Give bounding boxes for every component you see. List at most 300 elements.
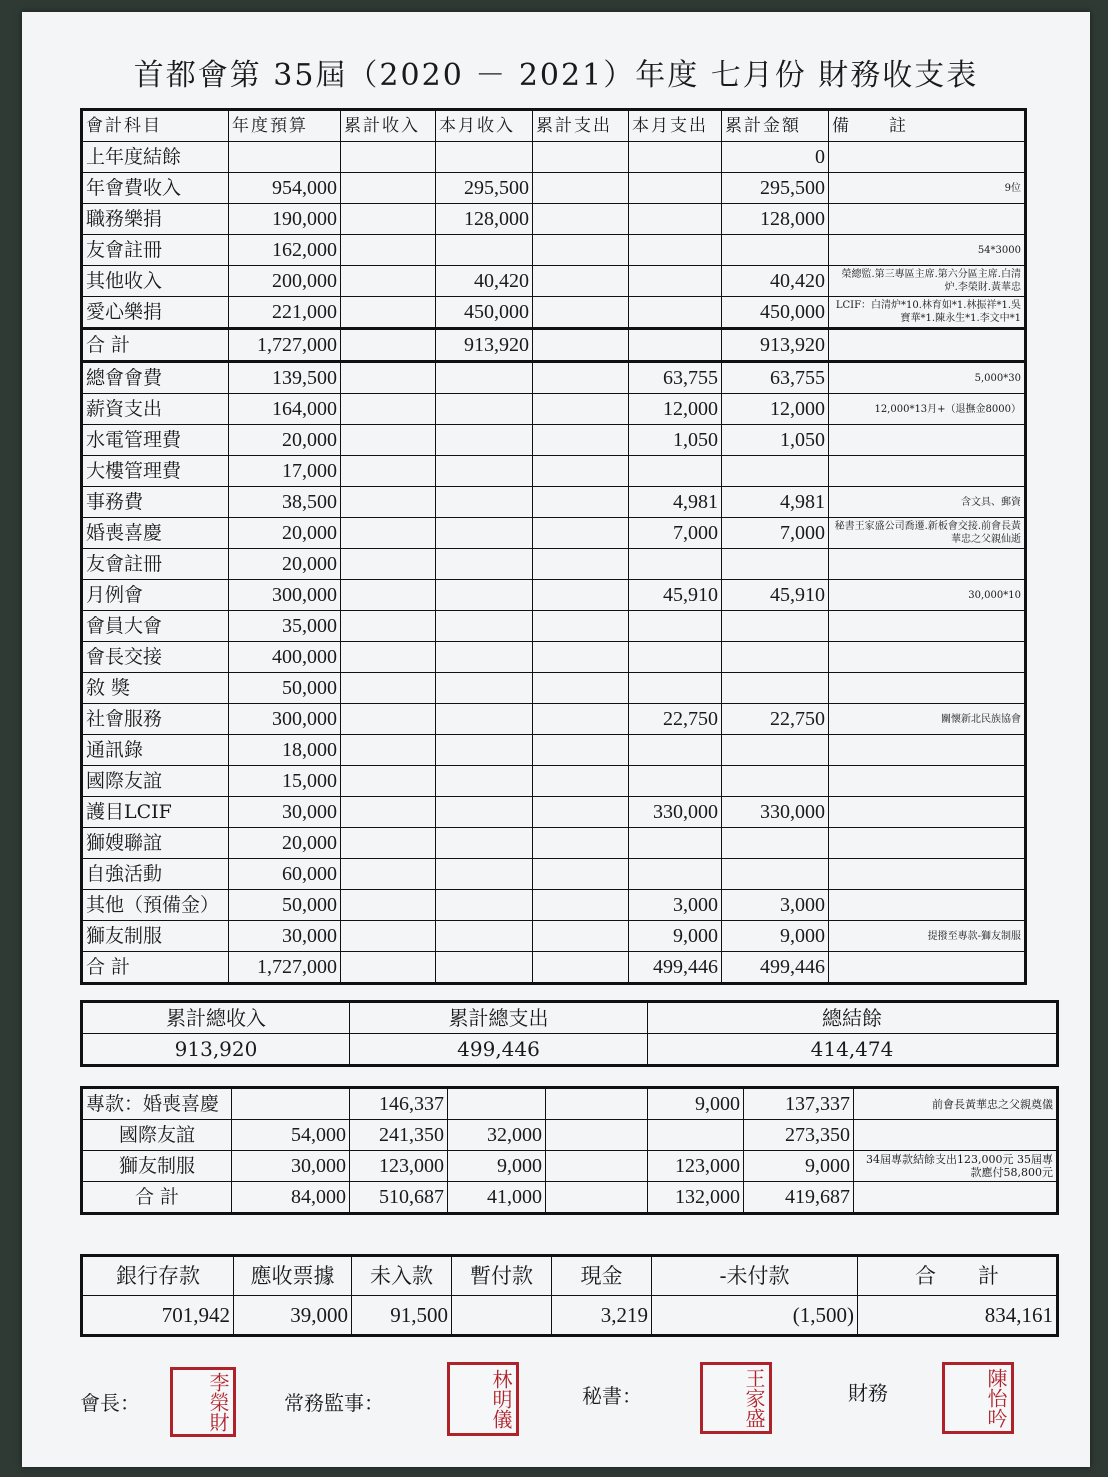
- cell-cum_in: [341, 297, 436, 329]
- cell-empty: [533, 611, 629, 642]
- cell-budget: 20,000: [229, 425, 341, 456]
- item-label: 合 計: [82, 1182, 232, 1214]
- cell-empty: [533, 766, 629, 797]
- cell-empty: [436, 549, 533, 580]
- cell-value: 9,000: [744, 1151, 854, 1182]
- cell-cum_in: [341, 204, 436, 235]
- cell-month_in: [436, 142, 533, 173]
- supervisor-seal: [447, 1362, 519, 1436]
- cell-month-out: 12,000: [629, 394, 722, 425]
- cell-empty: [533, 921, 629, 952]
- cell-empty: [341, 952, 436, 984]
- cell-budget: 38,500: [229, 487, 341, 518]
- cell-month-out: 22,750: [629, 704, 722, 735]
- item-label: 總會會費: [82, 362, 229, 394]
- item-label: 職務樂捐: [82, 204, 229, 235]
- cell-empty: [533, 425, 629, 456]
- cell-cum-amt: [722, 828, 829, 859]
- cell-cum-amt: 7,000: [722, 518, 829, 549]
- cell-empty: [533, 704, 629, 735]
- note: [829, 766, 1026, 797]
- cell-cum-amt: [722, 549, 829, 580]
- cell-empty: [436, 642, 533, 673]
- cell-cum_amt: 450,000: [722, 297, 829, 329]
- cell-month_out: [629, 235, 722, 266]
- cell-budget: [229, 142, 341, 173]
- cell-empty: [341, 580, 436, 611]
- cell-value: 9,000: [448, 1151, 546, 1182]
- item-label: 上年度結餘: [82, 142, 229, 173]
- item-label: 獅友制服: [82, 1151, 232, 1182]
- cell-month-out: 7,000: [629, 518, 722, 549]
- cell-budget: 221,000: [229, 297, 341, 329]
- cell-empty: [533, 329, 629, 362]
- cell-month_in: [436, 235, 533, 266]
- treasurer-seal: [942, 1362, 1014, 1434]
- cell-budget: 18,000: [229, 735, 341, 766]
- cell-cum_out: [533, 173, 629, 204]
- cell-empty: [533, 642, 629, 673]
- expense-row: [82, 859, 1026, 890]
- cell-value: 132,000: [648, 1182, 744, 1214]
- supervisor-label: 常務監事：: [284, 1391, 384, 1415]
- note: [854, 1120, 1058, 1151]
- cell-month_in: 128,000: [436, 204, 533, 235]
- cell-empty: [341, 828, 436, 859]
- item-label: 月例會: [82, 580, 229, 611]
- item-label: 合 計: [82, 952, 229, 984]
- cell-cum-amt: [722, 456, 829, 487]
- bank-value: 91,500: [352, 1296, 452, 1336]
- cell-cum-amt: 3,000: [722, 890, 829, 921]
- cell-month-out: [629, 456, 722, 487]
- item-label: 通訊錄: [82, 735, 229, 766]
- cell-value: [232, 1088, 350, 1120]
- cell-empty: [341, 394, 436, 425]
- bank-table: [80, 1254, 1059, 1337]
- total-expense-header: 累計總支出: [350, 1002, 648, 1034]
- item-label: 薪資支出: [82, 394, 229, 425]
- cell-value: 123,000: [350, 1151, 448, 1182]
- cell-month-out: [629, 859, 722, 890]
- cell-cum_out: [533, 235, 629, 266]
- bank-header: 合 計: [858, 1256, 1058, 1296]
- bank-header: -未付款: [652, 1256, 858, 1296]
- item-label: 社會服務: [82, 704, 229, 735]
- secretary-seal-text: 王家盛: [742, 1368, 766, 1428]
- column-header: 會計科目: [82, 110, 229, 142]
- column-header: 本月收入: [436, 110, 533, 142]
- note: [854, 1182, 1058, 1214]
- balance-value: 414,474: [648, 1034, 1058, 1066]
- column-header: 累計支出: [533, 110, 629, 142]
- cell-month-out: [629, 828, 722, 859]
- cell-empty: [341, 859, 436, 890]
- cell-empty: [341, 921, 436, 952]
- expense-row: [82, 704, 1026, 735]
- note: 關懷新北民族協會: [829, 704, 1026, 735]
- cell-empty: [341, 362, 436, 394]
- cell-empty: [436, 362, 533, 394]
- column-header: 累計金額: [722, 110, 829, 142]
- item-label: 敘 獎: [82, 673, 229, 704]
- cell-cum-amt: 913,920: [722, 329, 829, 362]
- cell-empty: [533, 518, 629, 549]
- note: [829, 329, 1026, 362]
- item-label: 獅嫂聯誼: [82, 828, 229, 859]
- note: LCIF：白清炉*10.林育如*1.林振祥*1.吳寶華*1.陳永生*1.李文中*1: [829, 297, 1026, 329]
- cell-cum-amt: 4,981: [722, 487, 829, 518]
- note: 54*3000: [829, 235, 1026, 266]
- cell-empty: [436, 859, 533, 890]
- column-header: 備 註: [829, 110, 1026, 142]
- cell-cum-amt: [722, 735, 829, 766]
- item-label: 友會註冊: [82, 235, 229, 266]
- cell-cum_amt: 0: [722, 142, 829, 173]
- item-label: 專款：婚喪喜慶: [82, 1088, 232, 1120]
- bank-value: 834,161: [858, 1296, 1058, 1336]
- note: [829, 611, 1026, 642]
- cell-value: 84,000: [232, 1182, 350, 1214]
- secretary-label: 秘書：: [582, 1384, 642, 1408]
- bank-value: [452, 1296, 552, 1336]
- income-row: [82, 266, 1026, 297]
- note: [829, 425, 1026, 456]
- column-header: 年度預算: [229, 110, 341, 142]
- expense-row: [82, 766, 1026, 797]
- cell-empty: [341, 518, 436, 549]
- supervisor-seal-text: 林明儀: [489, 1369, 513, 1429]
- cell-month-in: 913,920: [436, 329, 533, 362]
- cell-value: 54,000: [232, 1120, 350, 1151]
- cell-cum-amt: 9,000: [722, 921, 829, 952]
- cell-value: 241,350: [350, 1120, 448, 1151]
- cell-month_out: [629, 173, 722, 204]
- balance-header: 總結餘: [648, 1002, 1058, 1034]
- cell-empty: [436, 673, 533, 704]
- bank-header: 未入款: [352, 1256, 452, 1296]
- cell-empty: [436, 952, 533, 984]
- item-label: 婚喪喜慶: [82, 518, 229, 549]
- cell-month-out: 330,000: [629, 797, 722, 828]
- cell-value: 273,350: [744, 1120, 854, 1151]
- total-expense-value: 499,446: [350, 1034, 648, 1066]
- cell-month-out: [629, 766, 722, 797]
- cell-cum-amt: [722, 642, 829, 673]
- cell-month-out: 3,000: [629, 890, 722, 921]
- cell-empty: [341, 766, 436, 797]
- cell-cum_in: [341, 235, 436, 266]
- cell-budget: 300,000: [229, 704, 341, 735]
- item-label: 友會註冊: [82, 549, 229, 580]
- ledger-table: [80, 108, 1027, 985]
- cell-empty: [533, 952, 629, 984]
- income-row: [82, 297, 1026, 329]
- cell-cum-amt: 63,755: [722, 362, 829, 394]
- expense-row: [82, 828, 1026, 859]
- item-label: 其他收入: [82, 266, 229, 297]
- expense-row: [82, 611, 1026, 642]
- note: 9位: [829, 173, 1026, 204]
- cell-cum-amt: 12,000: [722, 394, 829, 425]
- expense-row: [82, 456, 1026, 487]
- note: 5,000*30: [829, 362, 1026, 394]
- cell-cum_amt: 40,420: [722, 266, 829, 297]
- item-label: 會員大會: [82, 611, 229, 642]
- cell-budget: 30,000: [229, 921, 341, 952]
- item-label: 獅友制服: [82, 921, 229, 952]
- column-header: 累計收入: [341, 110, 436, 142]
- item-label: 自強活動: [82, 859, 229, 890]
- cell-cum-amt: 330,000: [722, 797, 829, 828]
- expense-row: [82, 797, 1026, 828]
- cell-cum_out: [533, 297, 629, 329]
- cell-empty: [341, 487, 436, 518]
- note: 秘書王家盛公司喬遷.新板會交接.前會長黃華忠之父親仙逝: [829, 518, 1026, 549]
- item-label: 大樓管理費: [82, 456, 229, 487]
- expense-row: [82, 518, 1026, 549]
- cell-cum-amt: 45,910: [722, 580, 829, 611]
- expense-row: [82, 487, 1026, 518]
- cell-value: [546, 1151, 648, 1182]
- cell-budget: 17,000: [229, 456, 341, 487]
- cell-empty: [341, 329, 436, 362]
- cell-empty: [341, 797, 436, 828]
- cell-cum_amt: [722, 235, 829, 266]
- cell-month-out: 9,000: [629, 921, 722, 952]
- treasurer-seal-text: 陳怡吟: [984, 1368, 1008, 1428]
- cell-cum-amt: 1,050: [722, 425, 829, 456]
- cell-empty: [436, 735, 533, 766]
- cell-month-out: [629, 642, 722, 673]
- cell-cum_in: [341, 142, 436, 173]
- note: [829, 797, 1026, 828]
- cell-budget: 50,000: [229, 890, 341, 921]
- note: [829, 204, 1026, 235]
- cell-empty: [341, 890, 436, 921]
- cell-month-out: [629, 611, 722, 642]
- cell-empty: [533, 890, 629, 921]
- special-fund-row: [82, 1182, 1058, 1214]
- income-row: [82, 173, 1026, 204]
- cell-month-out: 63,755: [629, 362, 722, 394]
- cell-value: [546, 1088, 648, 1120]
- cell-empty: [436, 580, 533, 611]
- cell-empty: [436, 456, 533, 487]
- cell-cum_out: [533, 266, 629, 297]
- cell-budget: 20,000: [229, 828, 341, 859]
- cell-month-out: [629, 673, 722, 704]
- cell-value: [648, 1120, 744, 1151]
- cell-empty: [533, 673, 629, 704]
- cell-empty: [436, 425, 533, 456]
- cell-empty: [436, 828, 533, 859]
- cell-cum-amt: [722, 859, 829, 890]
- note: [829, 456, 1026, 487]
- cell-value: 510,687: [350, 1182, 448, 1214]
- cell-budget: 954,000: [229, 173, 341, 204]
- note: [829, 673, 1026, 704]
- cell-cum-amt: 499,446: [722, 952, 829, 984]
- bank-value: (1,500): [652, 1296, 858, 1336]
- income-row: [82, 204, 1026, 235]
- income-total-row: [82, 329, 1026, 362]
- special-fund-row: [82, 1088, 1058, 1120]
- cell-empty: [341, 425, 436, 456]
- bank-value-row: [82, 1296, 1058, 1336]
- cell-value: 123,000: [648, 1151, 744, 1182]
- cell-value: [448, 1088, 546, 1120]
- cell-empty: [436, 518, 533, 549]
- note: 前會長黃華忠之父親奠儀: [854, 1088, 1058, 1120]
- income-row: [82, 235, 1026, 266]
- cell-month_in: 450,000: [436, 297, 533, 329]
- cell-month_out: [629, 142, 722, 173]
- cell-empty: [436, 890, 533, 921]
- cell-cum_out: [533, 204, 629, 235]
- cell-empty: [436, 766, 533, 797]
- cell-empty: [533, 456, 629, 487]
- cell-budget: 60,000: [229, 859, 341, 890]
- column-header: 本月支出: [629, 110, 722, 142]
- cell-empty: [341, 642, 436, 673]
- cell-budget: 15,000: [229, 766, 341, 797]
- note: 34屆專款結餘支出123,000元 35屆專款應付58,800元: [854, 1151, 1058, 1182]
- note: [829, 890, 1026, 921]
- secretary-seal: [700, 1362, 772, 1434]
- cell-value: 9,000: [648, 1088, 744, 1120]
- cell-cum-amt: [722, 673, 829, 704]
- item-label: 年會費收入: [82, 173, 229, 204]
- cell-month-out: 45,910: [629, 580, 722, 611]
- cell-month-out: 4,981: [629, 487, 722, 518]
- cell-budget: 20,000: [229, 549, 341, 580]
- cell-value: 146,337: [350, 1088, 448, 1120]
- note: 含文具、郵資: [829, 487, 1026, 518]
- item-label: 合 計: [82, 329, 229, 362]
- cell-empty: [436, 921, 533, 952]
- cell-empty: [341, 673, 436, 704]
- cell-empty: [341, 549, 436, 580]
- bank-header-row: [82, 1256, 1058, 1296]
- cell-empty: [533, 828, 629, 859]
- cell-empty: [533, 580, 629, 611]
- cell-cum-amt: [722, 611, 829, 642]
- item-label: 會長交接: [82, 642, 229, 673]
- cell-month_in: 40,420: [436, 266, 533, 297]
- cell-empty: [629, 329, 722, 362]
- president-label: 會長：: [80, 1391, 140, 1415]
- total-income-header: 累計總收入: [82, 1002, 350, 1034]
- cell-empty: [341, 456, 436, 487]
- cell-empty: [436, 797, 533, 828]
- note: 30,000*10: [829, 580, 1026, 611]
- cell-month-out: 1,050: [629, 425, 722, 456]
- cell-month_out: [629, 297, 722, 329]
- cell-empty: [533, 797, 629, 828]
- cell-cum-amt: 22,750: [722, 704, 829, 735]
- bank-header: 暫付款: [452, 1256, 552, 1296]
- note: 榮總監.第三專區主席.第六分區主席.白清炉.李榮財.黃華忠: [829, 266, 1026, 297]
- note: [829, 859, 1026, 890]
- cell-cum-amt: [722, 766, 829, 797]
- expense-total-row: [82, 952, 1026, 984]
- item-label: 其他（預備金）: [82, 890, 229, 921]
- cell-empty: [341, 704, 436, 735]
- cell-budget: 20,000: [229, 518, 341, 549]
- bank-value: 3,219: [552, 1296, 652, 1336]
- cell-month_in: 295,500: [436, 173, 533, 204]
- cell-budget: 200,000: [229, 266, 341, 297]
- cell-month-out: [629, 735, 722, 766]
- cell-budget: 30,000: [229, 797, 341, 828]
- note: [829, 828, 1026, 859]
- special-fund-row: [82, 1120, 1058, 1151]
- cell-budget: 162,000: [229, 235, 341, 266]
- cell-empty: [533, 859, 629, 890]
- note: 提撥至專款-獅友制服: [829, 921, 1026, 952]
- expense-row: [82, 735, 1026, 766]
- note: [829, 549, 1026, 580]
- cell-month_out: [629, 204, 722, 235]
- bank-value: 701,942: [82, 1296, 234, 1336]
- expense-row: [82, 642, 1026, 673]
- expense-row: [82, 425, 1026, 456]
- expense-row: [82, 921, 1026, 952]
- cell-value: 137,337: [744, 1088, 854, 1120]
- expense-row: [82, 673, 1026, 704]
- cell-budget: 139,500: [229, 362, 341, 394]
- cell-budget: 50,000: [229, 673, 341, 704]
- cell-budget: 1,727,000: [229, 952, 341, 984]
- totals-table: [80, 1000, 1059, 1067]
- cell-cum_amt: 128,000: [722, 204, 829, 235]
- report-sheet: [22, 12, 1090, 1467]
- item-label: 事務費: [82, 487, 229, 518]
- expense-row: [82, 362, 1026, 394]
- cell-empty: [341, 611, 436, 642]
- note: [829, 142, 1026, 173]
- expense-row: [82, 394, 1026, 425]
- note: [829, 952, 1026, 984]
- cell-empty: [436, 611, 533, 642]
- expense-row: [82, 890, 1026, 921]
- cell-empty: [341, 735, 436, 766]
- cell-month-out: 499,446: [629, 952, 722, 984]
- cell-month-out: [629, 549, 722, 580]
- cell-value: 30,000: [232, 1151, 350, 1182]
- bank-header: 銀行存款: [82, 1256, 234, 1296]
- cell-cum_in: [341, 266, 436, 297]
- item-label: 護目LCIF: [82, 797, 229, 828]
- bank-header: 現金: [552, 1256, 652, 1296]
- cell-cum_amt: 295,500: [722, 173, 829, 204]
- cell-budget: 400,000: [229, 642, 341, 673]
- cell-empty: [533, 394, 629, 425]
- header-row: [82, 110, 1026, 142]
- note: 12,000*13月+（退撫金8000）: [829, 394, 1026, 425]
- item-label: 愛心樂捐: [82, 297, 229, 329]
- cell-empty: [533, 735, 629, 766]
- treasurer-label: 財務: [848, 1381, 888, 1405]
- cell-value: [546, 1120, 648, 1151]
- cell-empty: [436, 487, 533, 518]
- cell-cum_in: [341, 173, 436, 204]
- bank-header: 應收票據: [234, 1256, 352, 1296]
- president-seal: [170, 1367, 236, 1437]
- special-fund-row: [82, 1151, 1058, 1182]
- cell-value: 419,687: [744, 1182, 854, 1214]
